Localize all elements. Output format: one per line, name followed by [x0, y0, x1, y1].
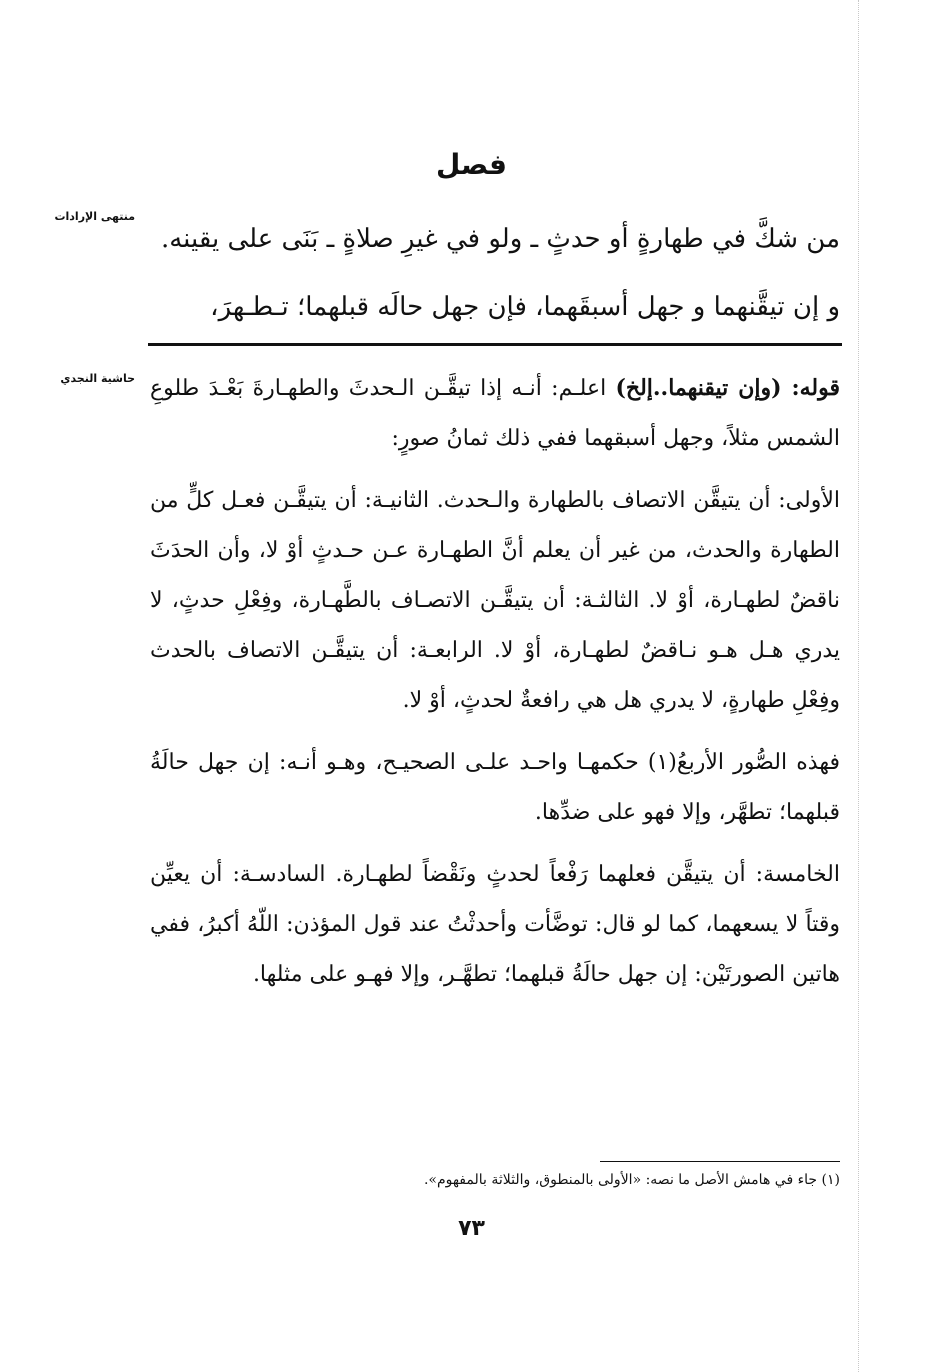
commentary-paragraph-4: الخامسة: أن يتيقَّن فعلهما رَفْعاً لحدثٍ ونَقْضاً لطهـارة. السادسـة: أن يعيِّن وقتاً لا يسعهما، كما لو قال: توضَّأت وأحدثْتُ عند قول المؤذن: اللّهُ أكبرُ، ففي هاتين الصورتَيْن: إن جهل حالَةُ قبلهما؛ تطهَّـر، وإلا فهـو على مثلها.: [150, 862, 840, 987]
commentary-text: [150, 363, 840, 1012]
section-divider: [148, 343, 842, 346]
commentary-paragraph-3: فهذه الصُّور الأربعُ(١) حكمهـا واحـد علـى الصحيـح، وهـو أنـه: إن جهل حالَةُ قبلهما؛ تطهَّر، وإلا فهو على ضدِّها.: [150, 750, 840, 825]
margin-label-main: منتهى الإرادات: [54, 210, 135, 223]
main-text-line-1: من شكَّ في طهارةٍ أو حدثٍ ـ ولو في غيرِ صلاةٍ ـ بَنَى على يقينه.: [160, 224, 840, 254]
commentary-paragraph-2: الأولى: أن يتيقَّن الاتصاف بالطهارة والـحدث. الثانيـة: أن يتيقَّـن فعـل كلٍّ من الطهارة والحدث، من غير أن يعلم أنَّ الطهـارة عـن حـدثٍ أوْ لا، وأن الحدَثَ ناقضٌ لطهـارة، أوْ لا. الثالثـة: أن يتيقَّـن الاتصـاف بالطَّهـارة، وفِعْلِ حدثٍ، لا يدري هـل هـو نـاقضٌ لطهـارة، أوْ لا. الرابعـة: أن يتيقَّـن الاتصاف بالحدث وفِعْلِ طهارةٍ، لا يدري هل هي رافعةٌ لحدثٍ، أوْ لا.: [150, 488, 840, 713]
footnote-divider: [600, 1161, 840, 1162]
commentary-paragraph-1: [150, 363, 840, 464]
section-title: فصل: [436, 148, 507, 181]
main-text: [150, 205, 840, 341]
scan-edge-marks: [858, 0, 859, 1372]
commentary-lead: قوله: (وإن تيقنهما..إلخ): [615, 375, 840, 401]
main-text-line-2: و إن تيقَّنهما و جهل أسبقَهما، فإن جهل حالَه قبلهما؛ تـطـهرَ،: [210, 292, 840, 322]
page-number: ٧٣: [458, 1216, 485, 1241]
margin-label-commentary: حاشية النجدي: [60, 372, 135, 385]
footnote: (١) جاء في هامش الأصل ما نصه: «الأولى بالمنطوق، والثلاثة بالمفهوم».: [423, 1172, 840, 1188]
commentary-paragraph-1-body: اعلـم: أنـه إذا تيقَّـن الـحدثَ والطهـارةَ بَعْـدَ طلوعِ الشمس مثلاً، وجهل أسبقهما ففي ذلك ثمانُ صورٍ:: [150, 376, 840, 451]
